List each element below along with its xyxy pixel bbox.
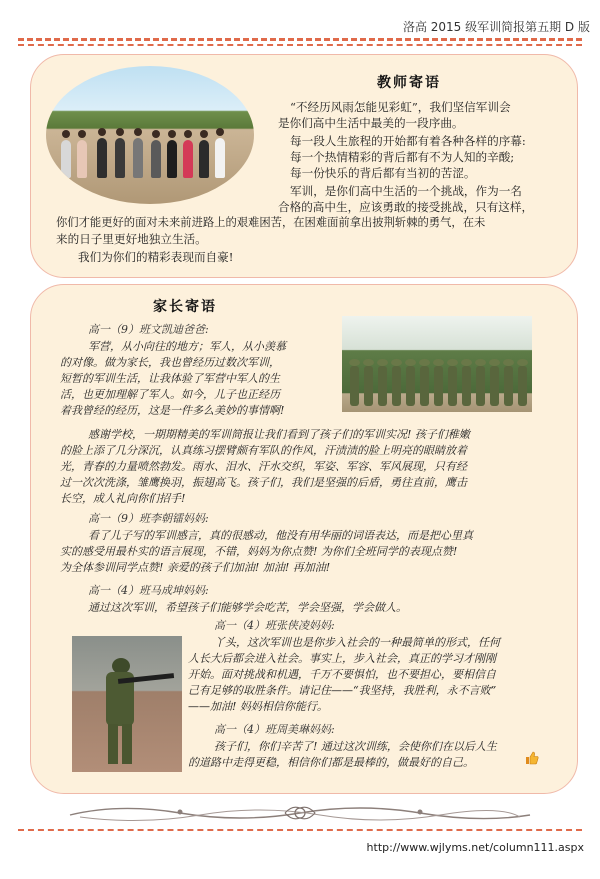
parent-signature-4: 高一（4）班张侠凌妈妈: bbox=[214, 619, 335, 632]
parent4-line-2: 人长大后都会进入社会。事实上，步入社会，真正的学习才刚刚 bbox=[188, 652, 496, 665]
parent4-line-1: 丫头，这次军训也是你步入社会的一种最简单的形式，任何 bbox=[214, 636, 500, 649]
thumbs-up-icon bbox=[525, 751, 539, 765]
parents-section-title: 家长寄语 bbox=[153, 299, 217, 315]
parent4-line-5: ——加油! 妈妈相信你能行。 bbox=[188, 700, 328, 713]
parent-signature-1: 高一（9）班文凯迪爸爸: bbox=[88, 323, 209, 336]
parent5-line-2: 的道路中走得更稳，相信你们都是最棒的，做最好的自己。 bbox=[188, 756, 474, 769]
parent2-line-1: 看了儿子写的军训感言，真的很感动，他没有用华丽的词语表达，而是把心里真 bbox=[88, 529, 473, 542]
teacher-line-1: “不经历风雨怎能见彩虹”，我们坚信军训会 bbox=[290, 100, 511, 114]
cadets-formation-photo bbox=[342, 316, 532, 412]
header-divider bbox=[18, 38, 582, 41]
header-divider-2 bbox=[18, 44, 582, 46]
parent2-line-3: 为全体参训同学点赞! 亲爱的孩子们加油! 加油! 再加油! bbox=[60, 561, 331, 574]
teacher-line-2: 是你们高中生活中最美的一段序曲。 bbox=[278, 116, 464, 130]
parent1-p2-line-4: 过一次次洗涤，雏鹰换羽，振翅高飞。孩子们，我们是坚强的后盾，勇往直前，鹰击 bbox=[60, 476, 467, 489]
parent4-line-4: 己有足够的取胜条件。请记住——“我坚持，我胜利，永不言败” bbox=[188, 684, 497, 697]
parent5-line-1: 孩子们，你们辛苦了! 通过这次训练，会使你们在以后人生 bbox=[214, 740, 497, 753]
parent-signature-3: 高一（4）班马成坤妈妈: bbox=[88, 584, 209, 597]
parent1-p2-line-3: 光，青春的力量喷然勃发。雨水、泪水、汗水交织，军姿、军容、军风展现，只有经 bbox=[60, 460, 467, 473]
teacher-line-4: 每一个热情精彩的背后都有不为人知的辛酸; bbox=[290, 150, 515, 164]
parent4-line-3: 开始。面对挑战和机遇，千万不要惧怕，也不要担心，要相信自 bbox=[188, 668, 496, 681]
parent1-p2-line-5: 长空，成人礼向你们招手! bbox=[60, 492, 186, 505]
page-header: 洛高 2015 级军训简报第五期 D 版 bbox=[402, 20, 590, 34]
parent1-line-2: 的对像。做为家长，我也曾经历过数次军训， bbox=[60, 356, 280, 369]
teacher-line-9: 来的日子里更好地独立生活。 bbox=[56, 232, 207, 246]
teacher-line-5: 每一份快乐的背后都有当初的苦涩。 bbox=[290, 166, 476, 180]
parent1-p2-line-2: 的脸上添了几分深沉，认真练习摆臂颇有军队的作风，汗渍渍的脸上明亮的眼睛放着 bbox=[60, 444, 467, 457]
parent3-line-1: 通过这次军训，希望孩子们能够学会吃苦，学会坚强，学会做人。 bbox=[88, 601, 407, 614]
parent1-line-1: 军营，从小向往的地方；军人，从小羡慕 bbox=[88, 340, 286, 353]
teacher-line-6: 军训，是你们高中生活的一个挑战，作为一名 bbox=[290, 184, 522, 198]
footer-url[interactable]: http://www.wjlyms.net/column111.aspx bbox=[366, 841, 584, 854]
floral-divider-icon bbox=[60, 801, 540, 825]
parent-signature-2: 高一（9）班李朝镭妈妈: bbox=[88, 512, 209, 525]
student-with-rifle-photo bbox=[72, 636, 182, 772]
footer-divider bbox=[18, 829, 582, 831]
parent1-line-5: 着我曾经的经历，这是一件多么美妙的事情啊! bbox=[60, 404, 285, 417]
parent1-line-3: 短暂的军训生活，让我体验了军营中军人的生 bbox=[60, 372, 280, 385]
teachers-group-photo bbox=[46, 66, 254, 204]
parent-signature-5: 高一（4）班周美琳妈妈: bbox=[214, 723, 335, 736]
parent1-p2-line-1: 感谢学校，一期期精美的军训简报让我们看到了孩子们的军训实况! 孩子们稚嫩 bbox=[88, 428, 470, 441]
teacher-section-title: 教师寄语 bbox=[377, 75, 441, 91]
parent2-line-2: 实的感受用最朴实的语言展现，不错，妈妈为你点赞! 为你们全班同学的表现点赞! bbox=[60, 545, 458, 558]
teacher-line-8: 你们才能更好的面对未来前进路上的艰难困苦，在困难面前拿出披荆斩棘的勇气，在未 bbox=[56, 216, 486, 229]
teacher-line-7: 合格的高中生，应该勇敢的接受挑战，只有这样， bbox=[278, 200, 534, 214]
teacher-line-3: 每一段人生旅程的开始都有着各种各样的序幕: bbox=[290, 134, 526, 148]
parent1-line-4: 活，也更加理解了军人。如今，儿子也正经历 bbox=[60, 388, 280, 401]
teacher-line-10: 我们为你们的精彩表现而自豪! bbox=[78, 250, 234, 264]
